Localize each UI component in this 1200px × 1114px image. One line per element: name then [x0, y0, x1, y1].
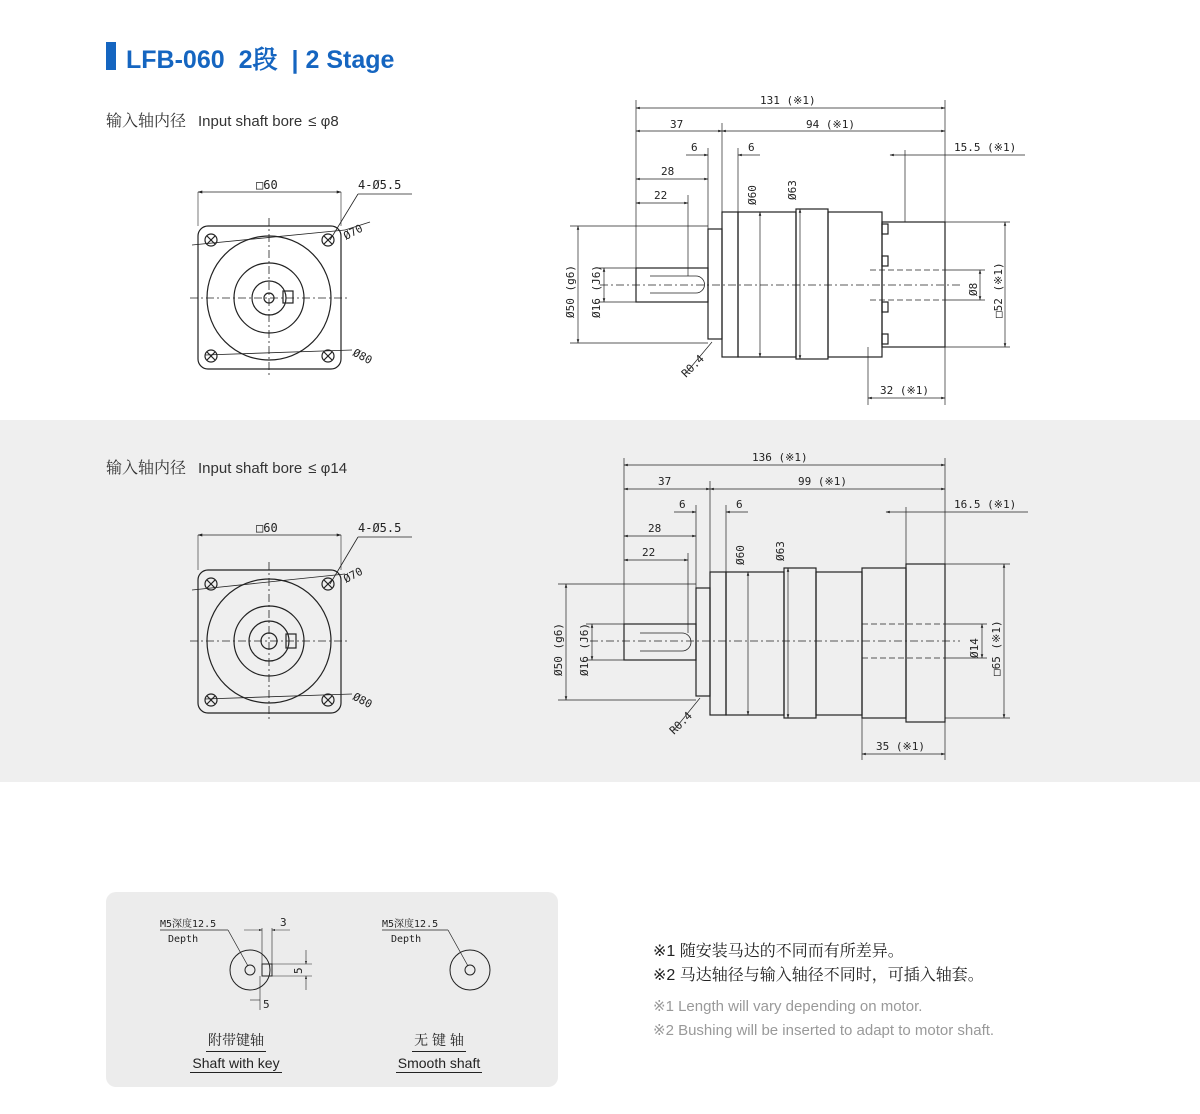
- dim-pcd2: Ø80: [350, 690, 375, 711]
- dim-dia63: Ø63: [786, 180, 799, 200]
- smooth-caption-en: Smooth shaft: [397, 1055, 481, 1071]
- dim-22: 22: [642, 546, 656, 559]
- dim-32: 32 (※1): [880, 384, 929, 397]
- dim-6b: 6: [736, 498, 743, 511]
- dim-dia16: Ø16 (J6): [578, 623, 591, 676]
- dim-dia63: Ø63: [774, 541, 787, 561]
- note-en-2: ※2 Bushing will be inserted to adapt to motor shaft.: [653, 1022, 995, 1039]
- dim-pcd2: Ø80: [350, 346, 375, 367]
- smooth-tap-label: M5深度12.5: [382, 919, 439, 930]
- bore-cn: 输入轴内径: [106, 460, 187, 477]
- dim-6a: 6: [691, 141, 698, 154]
- dim-99: 99 (※1): [798, 475, 847, 488]
- dim-28: 28: [648, 522, 662, 535]
- dim-dia8: Ø8: [967, 282, 980, 296]
- dim-dia50: Ø50 (g6): [564, 265, 577, 318]
- stage-cn: 2段: [238, 46, 278, 74]
- bore-value: ≤ φ8: [308, 113, 339, 130]
- note-cn-2: ※2 马达轴径与输入轴径不同时，可插入轴套。: [653, 967, 984, 984]
- dim-radius: R0.4: [666, 709, 695, 738]
- bore-en: Input shaft bore: [198, 460, 303, 477]
- dim-holes: 4-Ø5.5: [358, 521, 402, 535]
- dim-total: 131 (※1): [760, 94, 816, 107]
- dim-94: 94 (※1): [806, 118, 855, 131]
- bore-cn: 输入轴内径: [106, 113, 187, 130]
- dim-22: 22: [654, 189, 668, 202]
- note-en-1: ※1 Length will vary depending on motor.: [653, 998, 923, 1015]
- dim-16-5: 16.5 (※1): [954, 498, 1017, 511]
- model-name: LFB-060: [126, 46, 225, 74]
- key-height-dim: 5: [292, 967, 305, 974]
- dim-37: 37: [658, 475, 672, 488]
- dim-pcd1: Ø70: [341, 221, 365, 243]
- dim-square: □60: [256, 521, 278, 535]
- dim-dia14: Ø14: [968, 638, 981, 658]
- note-cn-1: ※1 随安装马达的不同而有所差异。: [653, 943, 904, 960]
- dim-37: 37: [670, 118, 684, 131]
- dim-dia50: Ø50 (g6): [552, 623, 565, 676]
- stage-en: | 2 Stage: [291, 46, 395, 74]
- dim-28: 28: [661, 165, 675, 178]
- key-offset-dim: 5: [263, 998, 270, 1011]
- dim-sq52: □52 (※1): [992, 262, 1005, 318]
- smooth-shaft-caption: [374, 1030, 504, 1073]
- bore-value: ≤ φ14: [308, 460, 348, 477]
- dim-dia60: Ø60: [746, 185, 759, 205]
- shaft-with-key-caption: [171, 1030, 301, 1073]
- dim-dia60: Ø60: [734, 545, 747, 565]
- dim-pcd1: Ø70: [341, 564, 365, 586]
- key-depth-label: Depth: [168, 934, 199, 945]
- key-caption-cn: 附带键轴: [206, 1030, 266, 1052]
- key-caption-en: Shaft with key: [192, 1055, 280, 1071]
- dim-6a: 6: [679, 498, 686, 511]
- dim-square: □60: [256, 178, 278, 192]
- dim-total: 136 (※1): [752, 451, 808, 464]
- bore-en: Input shaft bore: [198, 113, 303, 130]
- dim-dia16: Ø16 (J6): [590, 265, 603, 318]
- dim-radius: R0.4: [678, 352, 707, 381]
- key-width-dim: 3: [280, 916, 287, 929]
- smooth-depth-label: Depth: [391, 934, 422, 945]
- dim-sq65: □65 (※1): [990, 620, 1003, 676]
- dim-15-5: 15.5 (※1): [954, 141, 1017, 154]
- smooth-caption-cn: 无 键 轴: [412, 1030, 466, 1052]
- dim-6b: 6: [748, 141, 755, 154]
- dim-holes: 4-Ø5.5: [358, 178, 402, 192]
- dim-35: 35 (※1): [876, 740, 925, 753]
- key-tap-label: M5深度12.5: [160, 919, 217, 930]
